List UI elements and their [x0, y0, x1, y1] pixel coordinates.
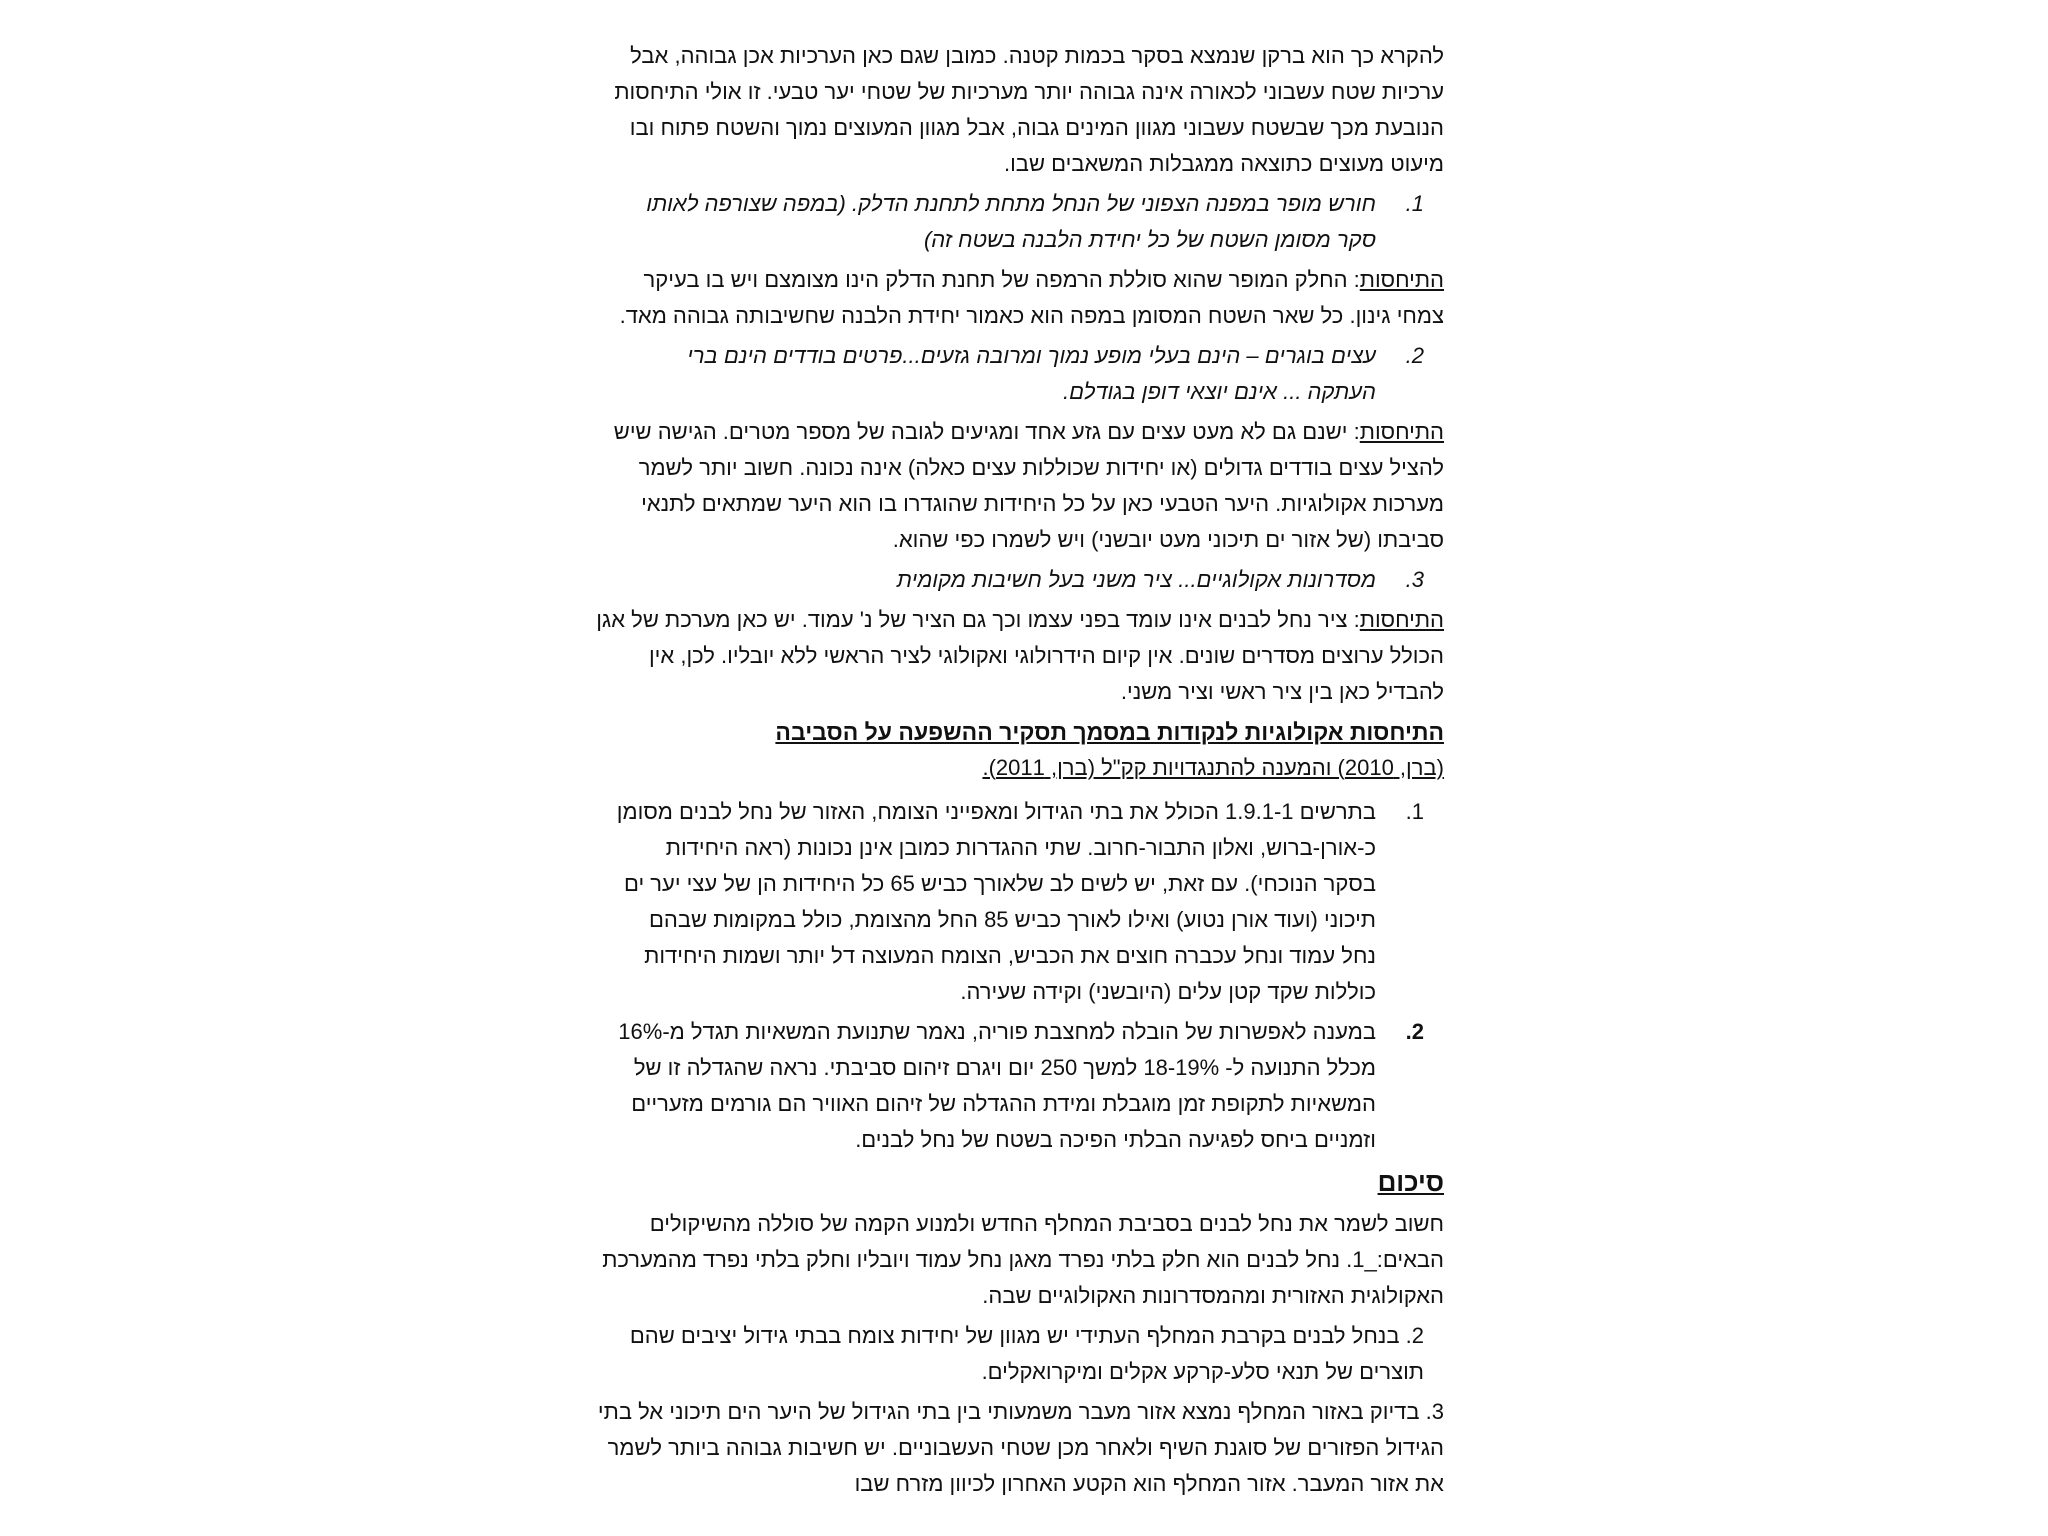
intro-paragraph: להקרא כך הוא ברקן שנמצא בסקר בכמות קטנה. כמובן שגם כאן הערכיות אכן גבוהה, אבל ערכיות שטח עשבוני לכאורה אינה גבוהה יותר מערכיות של שטחי יער טבעי. זו אולי התיחסות הנובעת מכך שבשטח עשבוני מגוון המינים גבוה, אבל מגוון המעוצים נמוך והשטח פתוח ובו מיעוט מעוצים כתוצאה ממגבלות המשאבים שבו.	[614, 43, 1444, 176]
response-text: : ציר נחל לבנים אינו עומד בפני עצמו וכך גם הציר של נ' עמוד. יש כאן מערכת של אגן הכולל ערוצים מסדרים שונים. אין קיום הידרולוגי ואקולוגי לציר הראשי ללא יובליו. לכן, אין להבדיל כאן בין ציר ראשי וציר משני.	[596, 607, 1444, 704]
response-paragraph	[592, 414, 1444, 558]
response-label: התיחסות	[1359, 419, 1444, 444]
response-text: : ישנם גם לא מעט עצים עם גזע אחד ומגיעים לגובה של מספר מטרים. הגישה שיש להציל עצים בודדים גדולים (או יחידות שכוללות עצים כאלה) אינה נכונה. חשוב יותר לשמר מערכות אקולוגיות. היער הטבעי כאן על כל היחידות שהוגדרו בו הוא היער שמתאים לתנאי סביבתו (של אזור ים תיכוני מעט יובשני) ויש לשמרו כפי שהוא.	[613, 419, 1444, 552]
quote-text: עצים בוגרים – הינם בעלי מופע נמוך ומרובה גזעים...פרטים בודדים הינם ברי העתקה ... אינם יוצאי דופן בגודלם.	[687, 343, 1376, 404]
section-title: התיחסות אקולוגיות לנקודות במסמך תסקיר ההשפעה על הסביבה	[775, 719, 1444, 745]
summary-title: סיכום	[1377, 1167, 1444, 1197]
response-paragraph	[592, 602, 1444, 710]
summary-paragraph: 3. בדיוק באזור המחלף נמצא אזור מעבר משמעותי בין בתי הגידול של היער הים תיכוני אל בתי הגידול הפזורים של סוגנת השיף ולאחר מכן שטחי העשבוניים. יש חשיבות גבוהה ביותר לשמר את אזור המעבר. אזור המחלף הוא הקטע האחרון לכיוון מזרח שבו	[597, 1399, 1444, 1496]
summary-paragraph: 2. בנחל לבנים בקרבת המחלף העתידי יש מגוון של יחידות צומח בבתי גידול יציבים שהם תוצרים של תנאי סלע-קרקע אקלים ומיקרואקלים.	[629, 1323, 1424, 1384]
quote-number: 1.	[1405, 191, 1424, 216]
list-item	[614, 794, 1424, 1010]
quote-text: חורש מופר במפנה הצפוני של הנחל מתחת לתחנת הדלק. (במפה שצורפה לאותו סקר מסומן השטח של כל יחידת הלבנה בשטח זה)	[646, 191, 1376, 252]
list-number: 1.	[1405, 799, 1424, 824]
response-text: : החלק המופר שהוא סוללת הרמפה של תחנת הדלק הינו מצומצם ויש בו בעיקר צמחי גינון. כל שאר השטח המסומן במפה הוא כאמור יחידת הלבנה שחשיבותה גבוהה מאד.	[619, 267, 1444, 328]
response-paragraph	[592, 262, 1444, 334]
list-text: במענה לאפשרות של הובלה למחצבת פוריה, נאמר שתנועת המשאיות תגדל מ-16% מכלל התנועה ל- 18-19% למשך 250 יום ויגרם זיהום סביבתי. נראה שהגדלה זו של המשאיות לתקופת זמן מוגבלת ומידת ההגדלה של זיהום האוויר הם גורמים מזעריים וזמניים ביחס לפגיעה הבלתי הפיכה בשטח של נחל לבנים.	[618, 1019, 1376, 1152]
list-number: 2.	[1405, 1019, 1424, 1044]
list-text: בתרשים 1.9.1-1 הכולל את בתי הגידול ומאפייני הצומח, האזור של נחל לבנים מסומן כ-אורן-ברוש, ואלון התבור-חרוב. שתי ההגדרות כמובן אינן נכונות (ראה היחידות בסקר הנוכחי). עם זאת, יש לשים לב שלאורך כביש 65 כל היחידות הן של עצי יער ים תיכוני (ועוד אורן נטוע) ואילו לאורך כביש 85 החל מהצומת, כולל במקומות שבהם נחל עמוד ונחל עכברה חוצים את הכביש, הצומח המעוצה דל יותר ושמות היחידות כוללות שקד קטן עלים (היובשני) וקידה שעירה.	[616, 799, 1376, 1004]
response-label: התיחסות	[1359, 607, 1444, 632]
response-label: התיחסות	[1359, 267, 1444, 292]
quote-number: 2.	[1405, 343, 1424, 368]
list-item	[614, 1014, 1424, 1158]
quote-item	[624, 186, 1424, 258]
summary-paragraph: חשוב לשמר את נחל לבנים בסביבת המחלף החדש ולמנוע הקמה של סוללה מהשיקולים הבאים:_1. נחל לבנים הוא חלק בלתי נפרד מאגן נחל עמוד ויובליו וחלק בלתי נפרד מהמערכת האקולוגית האזורית ומהמסדרונות האקולוגיים שבה.	[602, 1211, 1444, 1308]
document-page	[592, 38, 1444, 1506]
section-subtitle: (ברן, 2010) והמענה להתנגדויות קק"ל (ברן, 2011).	[982, 755, 1444, 780]
quote-item	[624, 338, 1424, 410]
quote-item	[624, 562, 1424, 598]
quote-text: מסדרונות אקולוגיים... ציר משני בעל חשיבות מקומית	[896, 567, 1376, 592]
quote-number: 3.	[1405, 567, 1424, 592]
